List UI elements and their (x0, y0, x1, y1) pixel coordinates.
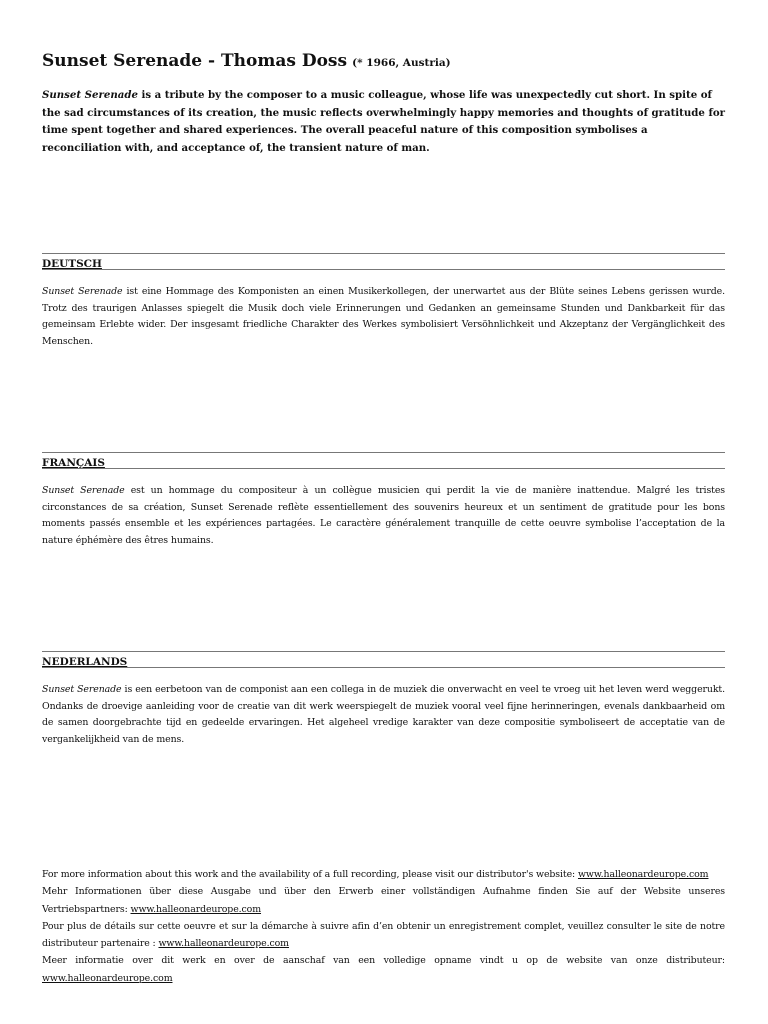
distributor-link[interactable]: www.halleonardeurope.com (577, 869, 709, 880)
page-title: Sunset Serenade - Thomas Doss (42, 51, 348, 71)
footer-line-en (42, 866, 725, 883)
section-heading: DEUTSCH (42, 258, 102, 270)
section-paragraph (42, 483, 725, 549)
distributor-link[interactable]: www.halleonardeurope.com (42, 972, 173, 984)
section-heading: NEDERLANDS (42, 656, 128, 668)
footer-line-fr (42, 918, 725, 953)
intro-paragraph (42, 87, 725, 157)
distributor-link[interactable]: www.halleonardeurope.com (158, 938, 289, 950)
section-paragraph (42, 682, 725, 748)
section-work-title: Sunset Serenade (42, 684, 122, 695)
title-line (42, 50, 725, 74)
section-deutsch (42, 253, 725, 350)
section-francais (42, 452, 725, 549)
section-work-title: Sunset Serenade (42, 286, 123, 297)
distributor-link[interactable]: www.halleonardeurope.com (130, 903, 262, 915)
section-text: is een eerbetoon van de componist aan een collega in de muziek die onverwacht en veel te vroeg uit het leven werd weggerukt. Ondanks de droevige aanleiding voor de creatie van dit werk weerspiegelt de muziek vooral veel fijne herinneringen, evenals dankbaarheid om de samen doorgebrachte tijd en gedeelde ervaringen. Het algeheel vredige karakter van deze compositie symboliseert de acceptatie van de vergankelijkheid van de mens. (42, 684, 725, 745)
section-text: est un hommage du compositeur à un collègue musicien qui perdit la vie de manière inattendue. Malgré les tristes circonstances de sa création, Sunset Serenade reflète essentiellement des souvenirs heureux et un sentiment de gratitude pour les bons moments passés ensemble et les expériences partagées. Le caractère généralement tranquille de cette oeuvre symbolise l’acceptation de la nature éphémère des êtres humains. (42, 485, 725, 546)
intro-text: is a tribute by the composer to a music colleague, whose life was unexpectedly cut short. In spite of the sad circumstances of its creation, the music reflects overwhelmingly happy memories and thoughts of gratitude for time spent together and shared experiences. The overall peaceful nature of this composition symbolises a reconciliation with, and acceptance of, the transient nature of man. (42, 89, 725, 154)
section-heading: FRANÇAIS (42, 457, 105, 469)
section-heading-bar (42, 452, 725, 469)
footer-text-de: Mehr Informationen über diese Ausgabe und über den Erwerb einer vollständigen Aufnahme finden Sie auf der Website unseres Vertriebspartners: (42, 886, 725, 915)
footer-text-fr: Pour plus de détails sur cette oeuvre et sur la démarche à suivre afin d’en obtenir un enregistrement complet, veuillez consulter le site de notre distributeur partenaire : (42, 920, 725, 950)
section-text: ist eine Hommage des Komponisten an einen Musikerkollegen, der unerwartet aus der Blüte seines Lebens gerissen wurde. Trotz des traurigen Anlasses spiegelt die Musik doch viele Erinnerungen und Gedanken an gemeinsame Stunden und Dankbarkeit für das gemeinsam Erlebte wider. Der insgesamt friedliche Charakter des Werkes symbolisiert Versöhnlichkeit und Akzeptanz der Vergänglichkeit des Menschen. (42, 286, 725, 347)
section-nederlands (42, 651, 725, 748)
footer-text-nl: Meer informatie over dit werk en over de aanschaf van een volledige opname vindt u op de website van onze distributeur: (42, 955, 725, 967)
footer-line-nl (42, 952, 725, 987)
section-paragraph (42, 284, 725, 350)
footer-text-en: For more information about this work and the availability of a full recording, please visit our distributor's website: (42, 869, 578, 880)
footer-info (42, 866, 725, 987)
section-heading-bar (42, 651, 725, 668)
section-heading-bar (42, 253, 725, 270)
section-work-title: Sunset Serenade (42, 485, 125, 496)
footer-line-de (42, 883, 725, 918)
composer-dates: (* 1966, Austria) (352, 57, 451, 69)
intro-work-title: Sunset Serenade (42, 89, 138, 101)
document-page (42, 50, 725, 157)
